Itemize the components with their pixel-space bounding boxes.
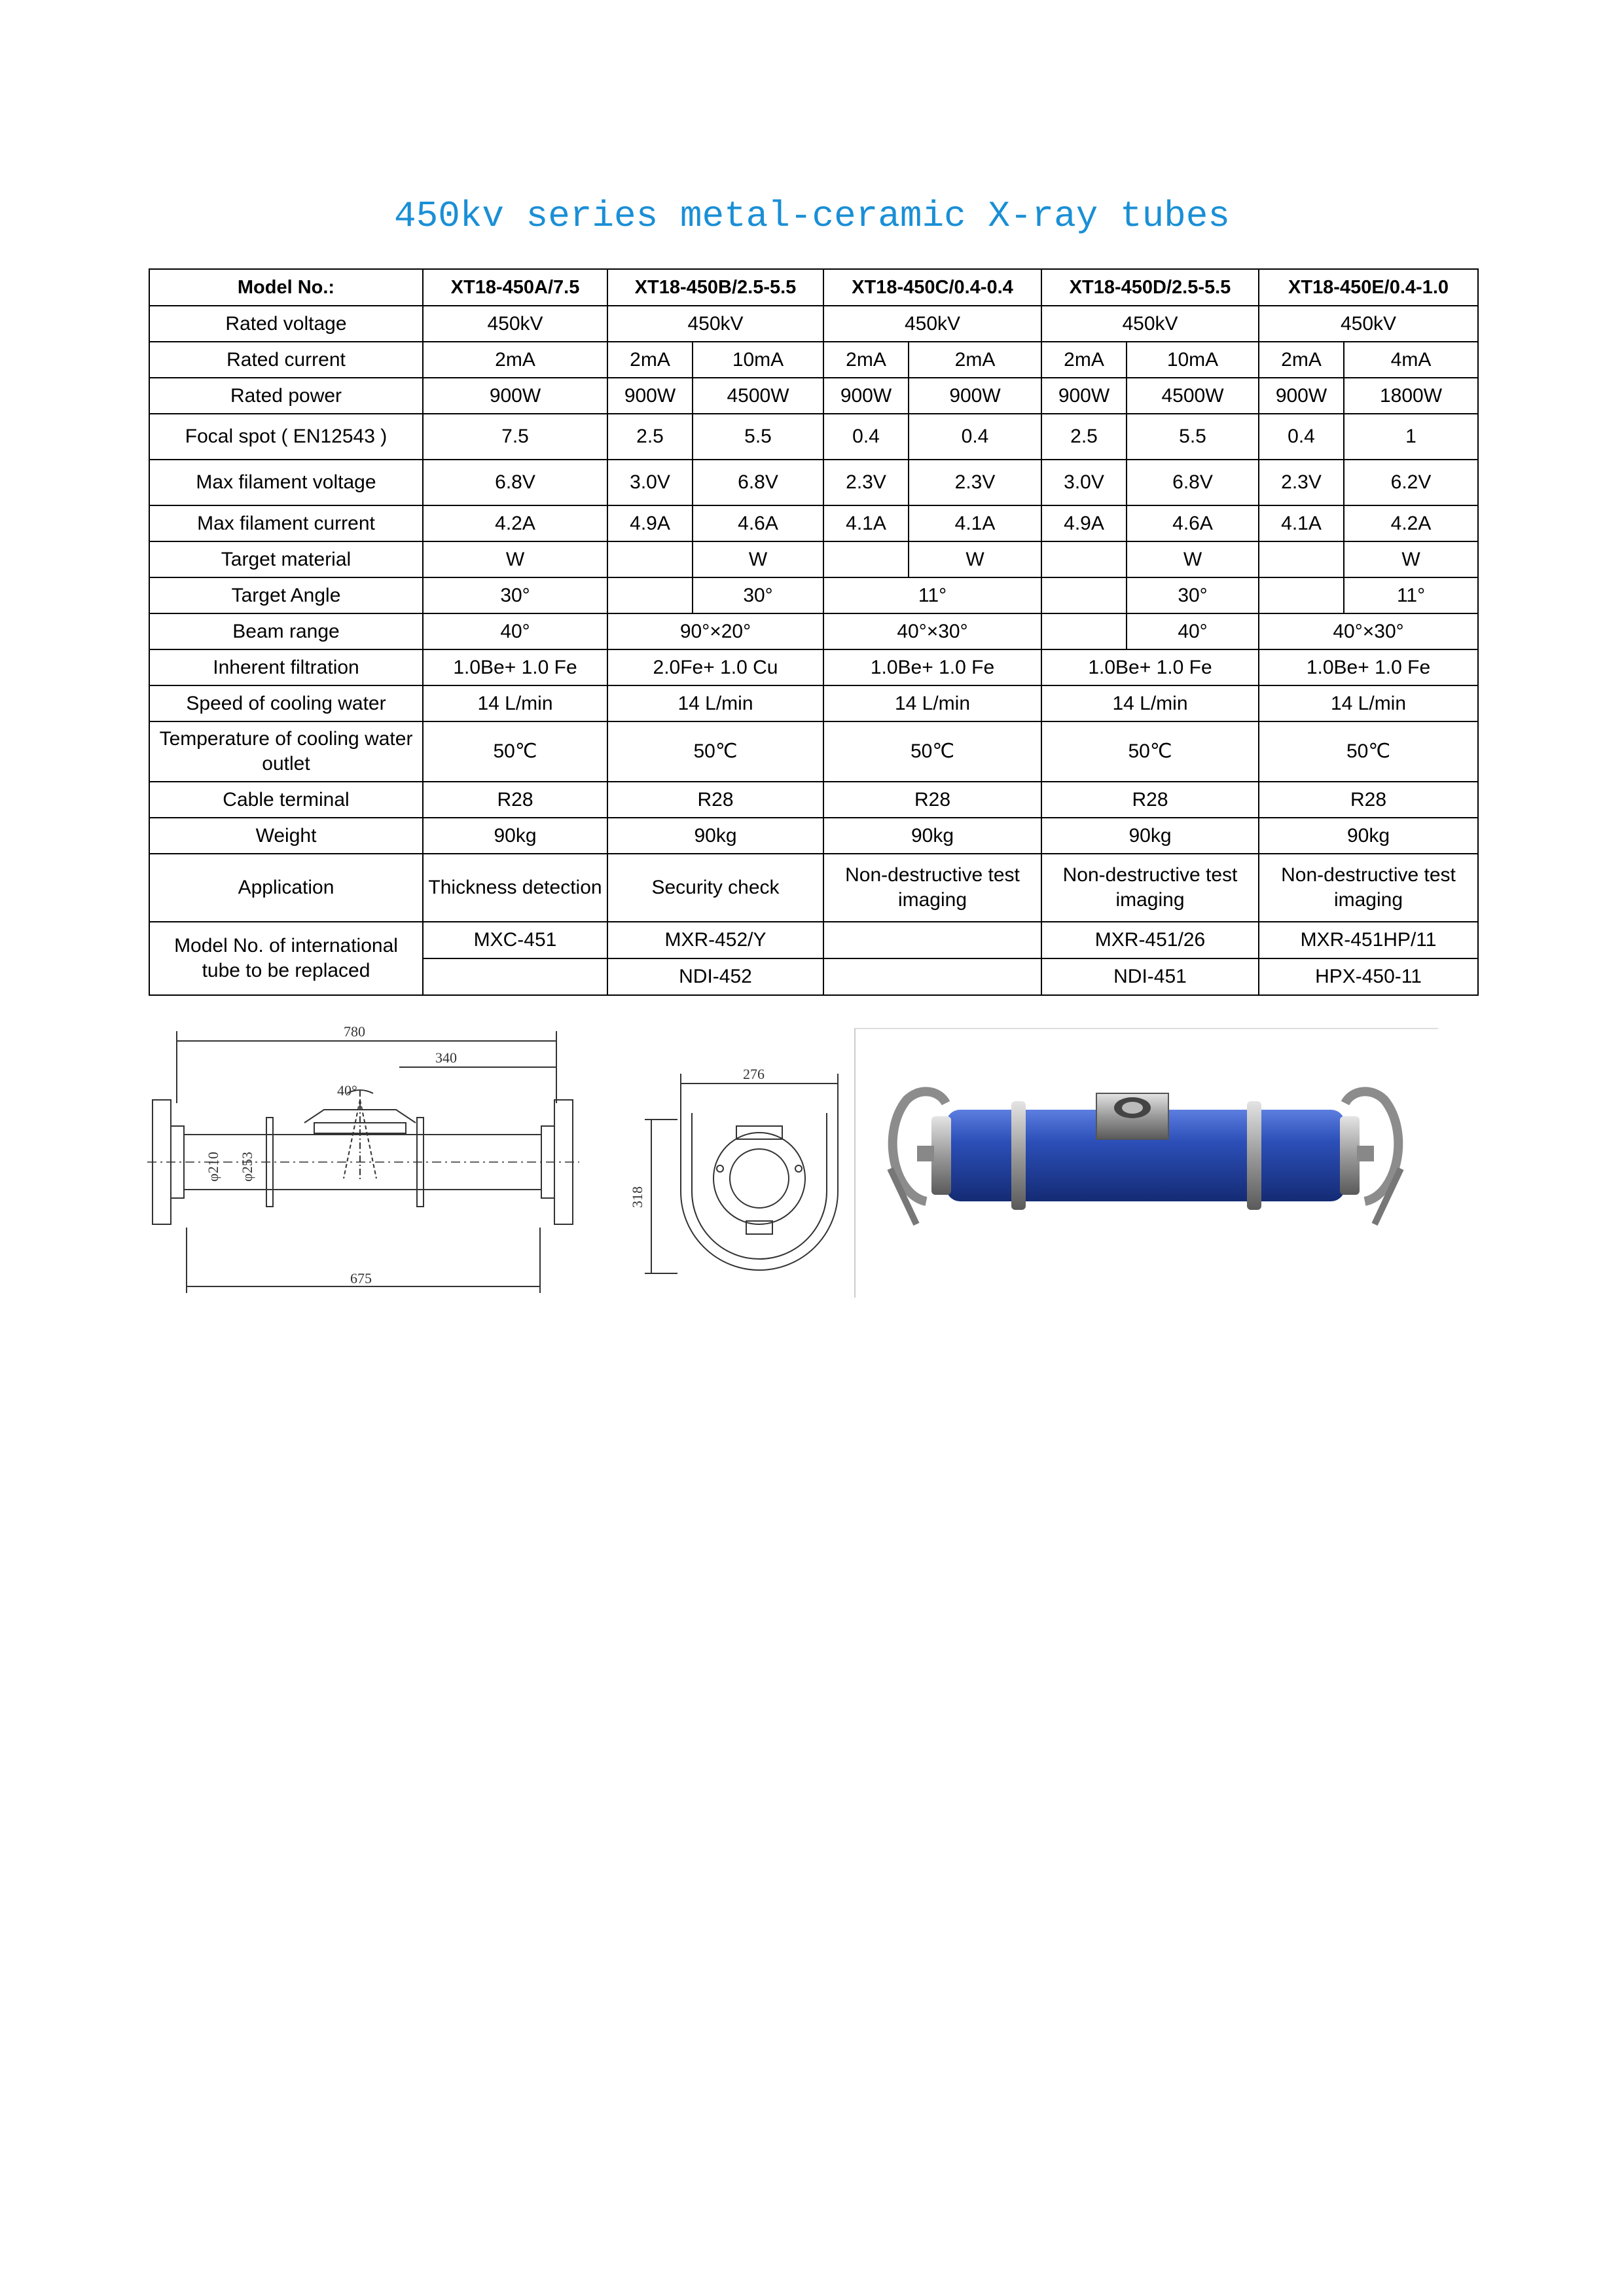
- cell: 900W: [1259, 378, 1344, 414]
- cell: R28: [607, 782, 823, 818]
- cell: 2mA: [909, 342, 1041, 378]
- side-view-drawing: [147, 1018, 579, 1306]
- cell: 4500W: [693, 378, 823, 414]
- cell: 3.0V: [1041, 460, 1127, 505]
- cell: 4.2A: [423, 505, 607, 541]
- cell: W: [1127, 541, 1259, 577]
- cell: 7.5: [423, 414, 607, 460]
- cell: 4500W: [1127, 378, 1259, 414]
- cell: 40°×30°: [1259, 613, 1478, 649]
- row-label: Application: [149, 854, 423, 922]
- cell: HPX-450-11: [1259, 958, 1478, 995]
- model-d: XT18-450D/2.5-5.5: [1041, 269, 1259, 306]
- cell: 2.3V: [823, 460, 909, 505]
- cell: 4.9A: [607, 505, 693, 541]
- row-label: Target Angle: [149, 577, 423, 613]
- cell: 50℃: [1041, 721, 1259, 782]
- cell: 90kg: [423, 818, 607, 854]
- row-label: Model No. of international tube to be replaced: [149, 922, 423, 995]
- cell: 1.0Be+ 1.0 Fe: [1259, 649, 1478, 685]
- cell: 90°×20°: [607, 613, 823, 649]
- cell: 30°: [423, 577, 607, 613]
- row-label: Rated current: [149, 342, 423, 378]
- row-label: Max filament current: [149, 505, 423, 541]
- cell: Non-destructive test imaging: [1041, 854, 1259, 922]
- cell: 900W: [823, 378, 909, 414]
- cell: 2mA: [423, 342, 607, 378]
- cell: MXR-451HP/11: [1259, 922, 1478, 958]
- cell: 900W: [1041, 378, 1127, 414]
- table-row: [149, 613, 1478, 649]
- cell: 6.8V: [693, 460, 823, 505]
- cell: 6.8V: [1127, 460, 1259, 505]
- cell: 900W: [909, 378, 1041, 414]
- xray-tube-illustration: [854, 1028, 1437, 1296]
- cell: Thickness detection: [423, 854, 607, 922]
- cell: Security check: [607, 854, 823, 922]
- table-row: [149, 818, 1478, 854]
- cell: 4.1A: [823, 505, 909, 541]
- cell: 14 L/min: [607, 685, 823, 721]
- cell: 4.6A: [693, 505, 823, 541]
- cell: 11°: [823, 577, 1041, 613]
- cell: [1041, 613, 1127, 649]
- cell: [607, 541, 693, 577]
- cell: 2.5: [607, 414, 693, 460]
- cell: [1259, 541, 1344, 577]
- cell: 40°: [1127, 613, 1259, 649]
- cell: 90kg: [607, 818, 823, 854]
- row-label: Weight: [149, 818, 423, 854]
- cell: 450kV: [607, 306, 823, 342]
- dim-diameter-outer: φ253: [239, 1152, 255, 1182]
- table-row: [149, 414, 1478, 460]
- model-c: XT18-450C/0.4-0.4: [823, 269, 1041, 306]
- cell: 14 L/min: [423, 685, 607, 721]
- cell: Non-destructive test imaging: [1259, 854, 1478, 922]
- cell: MXR-452/Y: [607, 922, 823, 958]
- cell: 1: [1344, 414, 1478, 460]
- cell: W: [1344, 541, 1478, 577]
- cell: 0.4: [823, 414, 909, 460]
- cell: 1.0Be+ 1.0 Fe: [1041, 649, 1259, 685]
- cell: [1041, 541, 1127, 577]
- cell: 4.1A: [1259, 505, 1344, 541]
- table-row: [149, 505, 1478, 541]
- cell: 90kg: [1041, 818, 1259, 854]
- table-row: [149, 782, 1478, 818]
- cell: 14 L/min: [823, 685, 1041, 721]
- cell: 450kV: [1041, 306, 1259, 342]
- table-row: [149, 378, 1478, 414]
- cell: 50℃: [823, 721, 1041, 782]
- cell: [823, 541, 909, 577]
- model-b: XT18-450B/2.5-5.5: [607, 269, 823, 306]
- table-row: [149, 922, 1478, 958]
- cell: MXR-451/26: [1041, 922, 1259, 958]
- cell: 2.5: [1041, 414, 1127, 460]
- cell: 90kg: [823, 818, 1041, 854]
- dim-half-length: 340: [435, 1049, 457, 1066]
- dim-diameter-inner: φ210: [205, 1152, 221, 1182]
- cell: R28: [1259, 782, 1478, 818]
- cell: 14 L/min: [1041, 685, 1259, 721]
- cell: [607, 577, 693, 613]
- cell: 4.1A: [909, 505, 1041, 541]
- cell: 1800W: [1344, 378, 1478, 414]
- table-header-row: [149, 269, 1478, 306]
- cell: W: [693, 541, 823, 577]
- table-row: [149, 460, 1478, 505]
- dim-overall-length: 780: [344, 1023, 365, 1040]
- cell: 900W: [607, 378, 693, 414]
- cell: NDI-451: [1041, 958, 1259, 995]
- cell: NDI-452: [607, 958, 823, 995]
- cell: 2.3V: [1259, 460, 1344, 505]
- cell: 5.5: [1127, 414, 1259, 460]
- table-row: [149, 854, 1478, 922]
- cell: 1.0Be+ 1.0 Fe: [823, 649, 1041, 685]
- cell: 50℃: [1259, 721, 1478, 782]
- cell: 2.3V: [909, 460, 1041, 505]
- row-label: Beam range: [149, 613, 423, 649]
- row-label: Cable terminal: [149, 782, 423, 818]
- dim-end-height: 318: [629, 1186, 645, 1208]
- dim-body-length: 675: [350, 1270, 372, 1286]
- cell: 900W: [423, 378, 607, 414]
- cell: R28: [1041, 782, 1259, 818]
- cell: 50℃: [607, 721, 823, 782]
- cell: 2mA: [823, 342, 909, 378]
- table-row: [149, 306, 1478, 342]
- header-label: Model No.:: [149, 269, 423, 306]
- table-row: [149, 685, 1478, 721]
- cell: 4mA: [1344, 342, 1478, 378]
- cell: 11°: [1344, 577, 1478, 613]
- cell: 3.0V: [607, 460, 693, 505]
- row-label: Rated power: [149, 378, 423, 414]
- cell: 90kg: [1259, 818, 1478, 854]
- cell: [823, 922, 1041, 958]
- cell: 40°: [423, 613, 607, 649]
- cell: R28: [423, 782, 607, 818]
- cell: Non-destructive test imaging: [823, 854, 1041, 922]
- cell: 1.0Be+ 1.0 Fe: [423, 649, 607, 685]
- row-label: Speed of cooling water: [149, 685, 423, 721]
- cell: 14 L/min: [1259, 685, 1478, 721]
- cell: 2.0Fe+ 1.0 Cu: [607, 649, 823, 685]
- cell: 5.5: [693, 414, 823, 460]
- end-view-drawing: [629, 1054, 861, 1303]
- model-a: XT18-450A/7.5: [423, 269, 607, 306]
- cell: [1259, 577, 1344, 613]
- table-row: [149, 721, 1478, 782]
- cell: 6.8V: [423, 460, 607, 505]
- dim-beam-angle: 40°: [337, 1082, 357, 1099]
- cell: 2mA: [1041, 342, 1127, 378]
- dim-end-width: 276: [743, 1066, 765, 1082]
- cell: W: [909, 541, 1041, 577]
- row-label: Target material: [149, 541, 423, 577]
- cell: 40°×30°: [823, 613, 1041, 649]
- cell: MXC-451: [423, 922, 607, 958]
- cell: 2mA: [607, 342, 693, 378]
- cell: 450kV: [1259, 306, 1478, 342]
- cell: 4.2A: [1344, 505, 1478, 541]
- cell: 450kV: [423, 306, 607, 342]
- model-e: XT18-450E/0.4-1.0: [1259, 269, 1478, 306]
- cell: 4.9A: [1041, 505, 1127, 541]
- cell: 10mA: [1127, 342, 1259, 378]
- table-row: [149, 342, 1478, 378]
- row-label: Inherent filtration: [149, 649, 423, 685]
- table-row: [149, 541, 1478, 577]
- row-label: Focal spot ( EN12543 ): [149, 414, 423, 460]
- cell: 0.4: [909, 414, 1041, 460]
- row-label: Rated voltage: [149, 306, 423, 342]
- cell: [823, 958, 1041, 995]
- cell: 4.6A: [1127, 505, 1259, 541]
- cell: 2mA: [1259, 342, 1344, 378]
- cell: 50℃: [423, 721, 607, 782]
- cell: 30°: [1127, 577, 1259, 613]
- row-label: Temperature of cooling water outlet: [149, 721, 423, 782]
- cell: 10mA: [693, 342, 823, 378]
- cell: [423, 958, 607, 995]
- cell: W: [423, 541, 607, 577]
- cell: [1041, 577, 1127, 613]
- cell: 450kV: [823, 306, 1041, 342]
- table-row: [149, 577, 1478, 613]
- row-label: Max filament voltage: [149, 460, 423, 505]
- cell: 6.2V: [1344, 460, 1478, 505]
- cell: 30°: [693, 577, 823, 613]
- table-row: [149, 649, 1478, 685]
- page-title: 450kv series metal-ceramic X-ray tubes: [393, 195, 1230, 237]
- cell: R28: [823, 782, 1041, 818]
- spec-table: [149, 268, 1479, 996]
- cell: 0.4: [1259, 414, 1344, 460]
